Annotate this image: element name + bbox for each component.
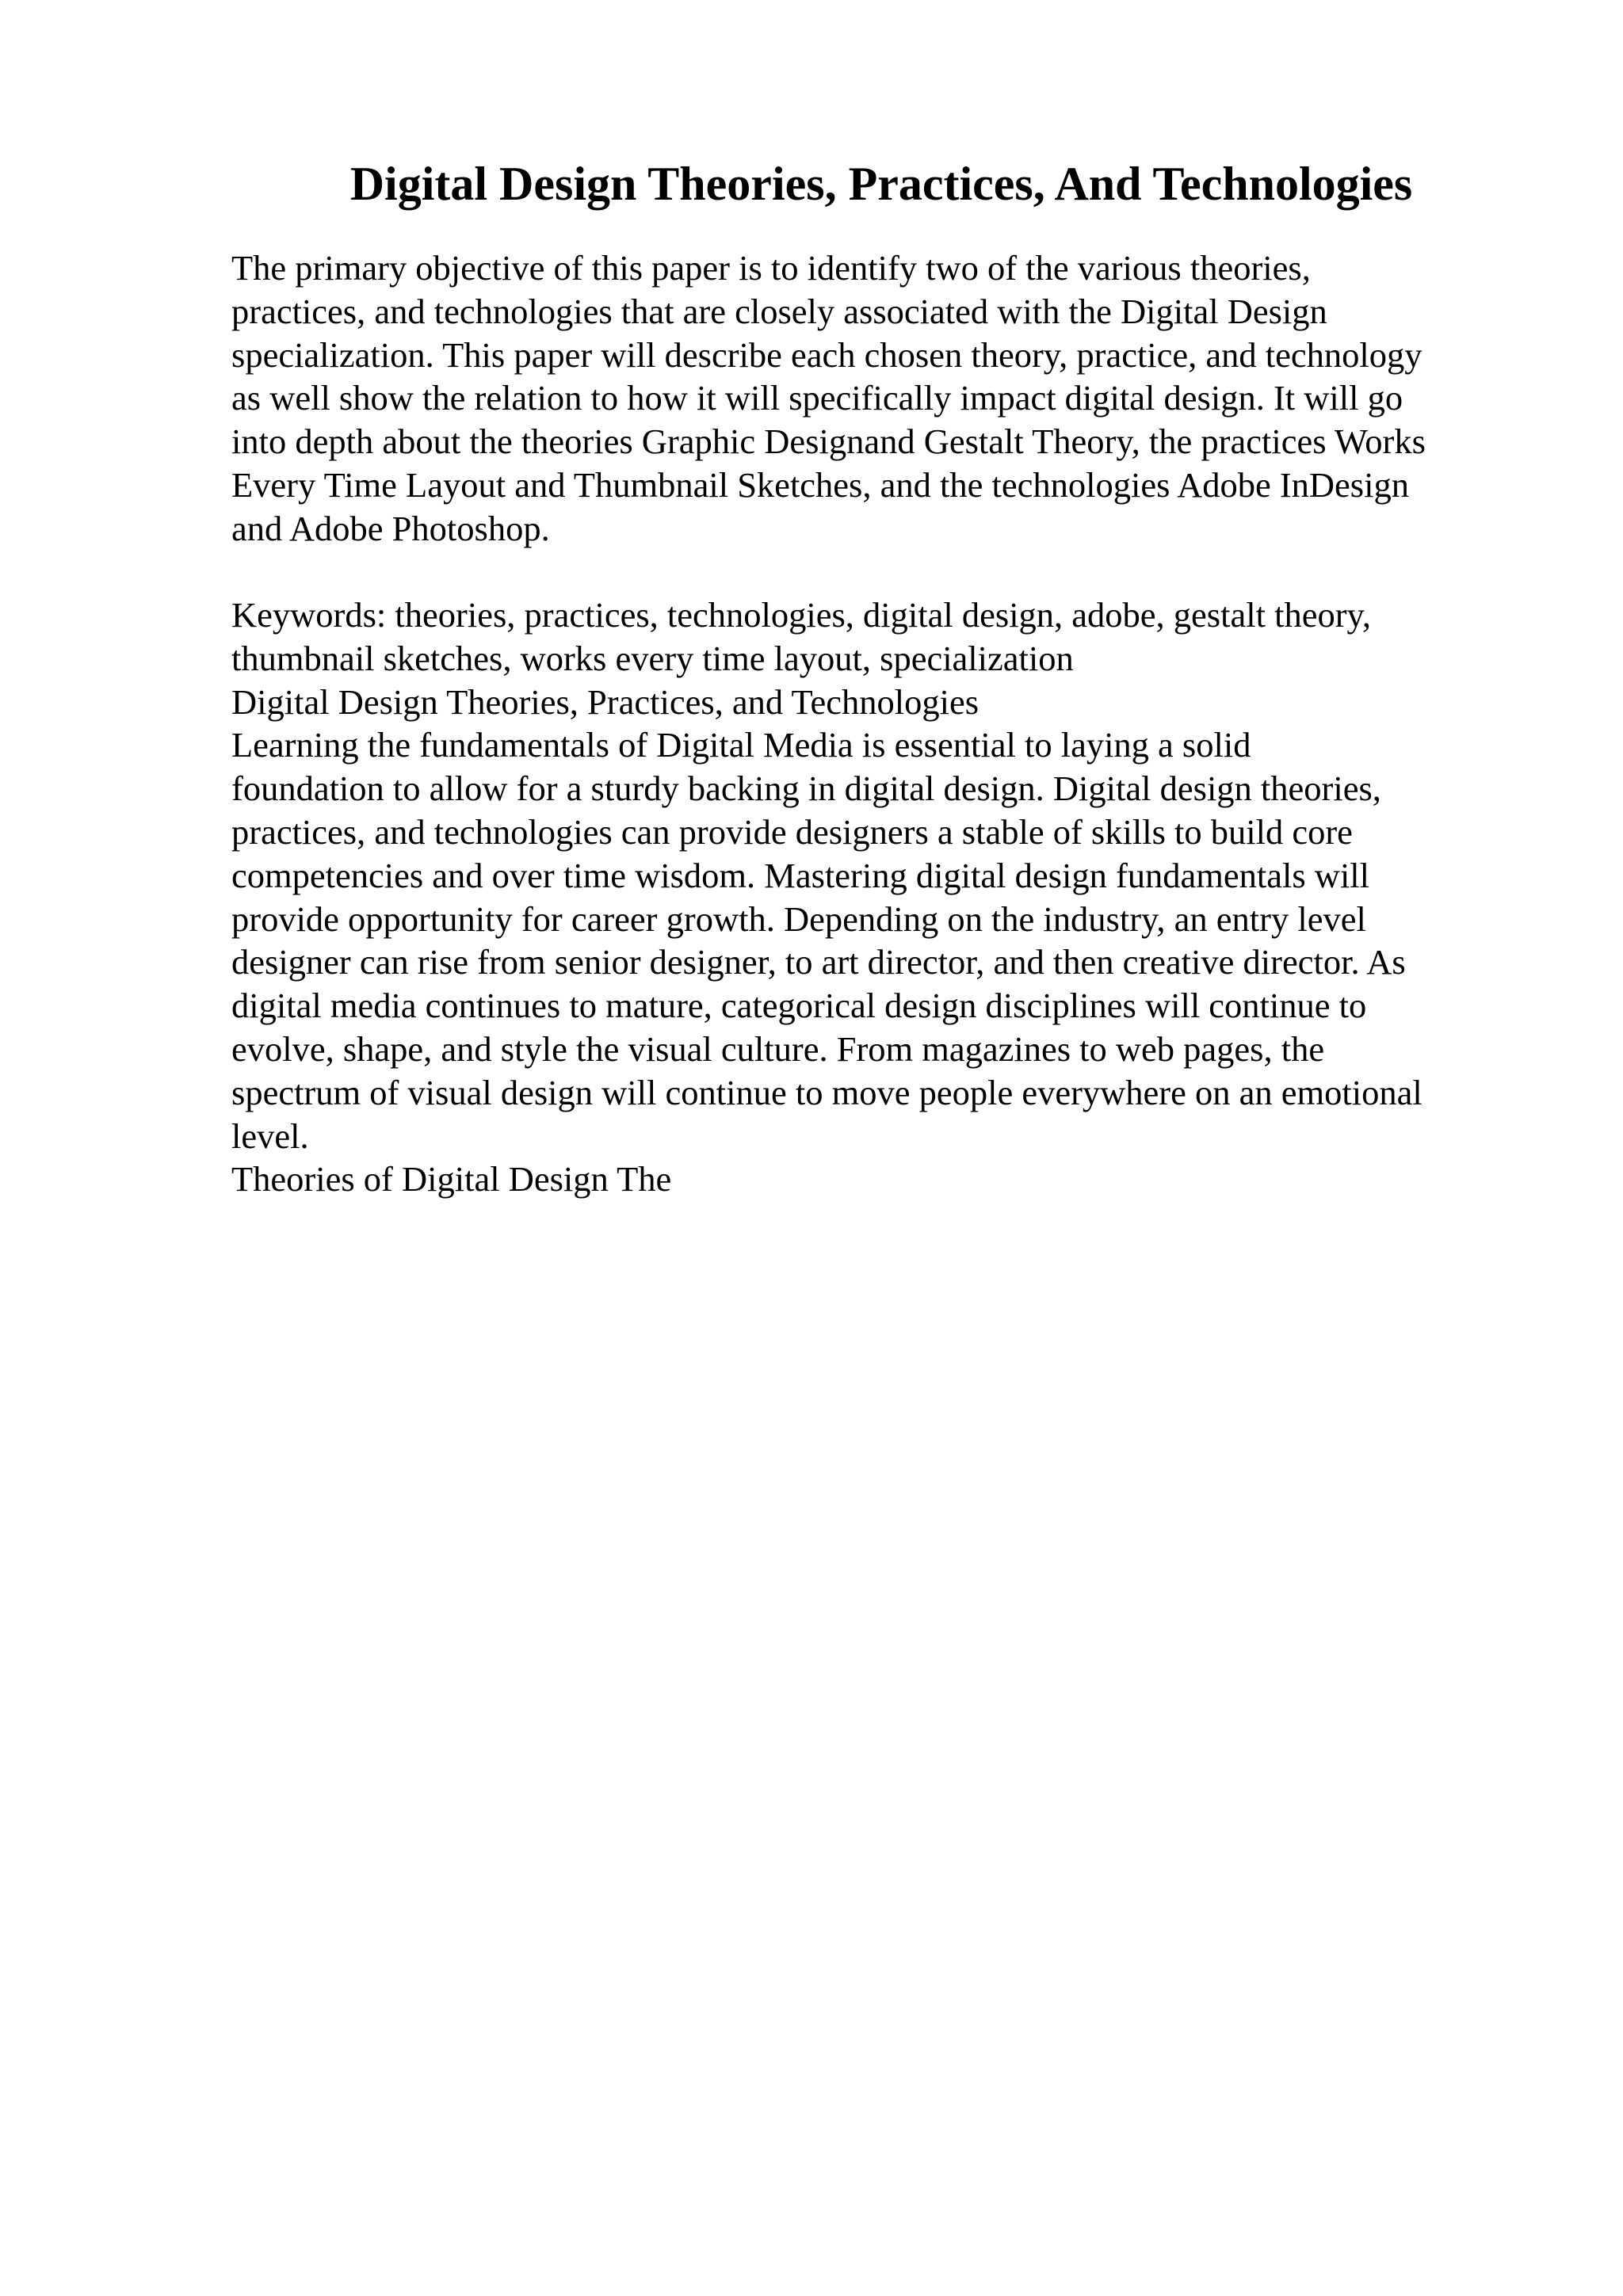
abstract-line: and Adobe Photoshop. <box>231 508 550 548</box>
abstract-line: specialization. This paper will describe each chosen theory, practice, and technology <box>231 334 1423 375</box>
trailing-line: Theories of Digital Design The <box>231 1159 672 1199</box>
keywords-line: Keywords: theories, practices, technologies, digital design, adobe, gestalt theory, <box>231 595 1372 635</box>
intro-line: spectrum of visual design will continue to move people everywhere on an emotional <box>231 1072 1423 1112</box>
intro-line: designer can rise from senior designer, to art director, and then creative director. As <box>231 942 1406 982</box>
abstract-paragraph <box>231 246 1515 551</box>
intro-line: practices, and technologies can provide designers a stable of skills to build core <box>231 811 1353 852</box>
intro-line: digital media continues to mature, categorical design disciplines will continue to <box>231 986 1367 1026</box>
intro-line: foundation to allow for a sturdy backing in digital design. Digital design theories, <box>231 769 1381 809</box>
abstract-line: Every Time Layout and Thumbnail Sketches, and the technologies Adobe InDesign <box>231 464 1409 505</box>
intro-line: level. <box>231 1116 309 1156</box>
keywords-line: thumbnail sketches, works every time layout, specialization <box>231 638 1074 678</box>
intro-line: provide opportunity for career growth. Depending on the industry, an entry level <box>231 898 1366 939</box>
keywords-paragraph <box>231 593 1515 681</box>
abstract-line: practices, and technologies that are closely associated with the Digital Design <box>231 291 1327 331</box>
intro-paragraph <box>231 723 1515 1158</box>
abstract-line: into depth about the theories Graphic Designand Gestalt Theory, the practices Works <box>231 421 1426 462</box>
abstract-line: as well show the relation to how it will specifically impact digital design. It will go <box>231 378 1403 418</box>
document-title: Digital Design Theories, Practices, And Technologies <box>349 158 1413 210</box>
section-heading: Digital Design Theories, Practices, and Technologies <box>231 681 980 722</box>
intro-line: competencies and over time wisdom. Mastering digital design fundamentals will <box>231 855 1370 895</box>
intro-line: Learning the fundamentals of Digital Media is essential to laying a solid <box>231 725 1251 765</box>
abstract-line: The primary objective of this paper is to identify two of the various theories, <box>231 248 1311 288</box>
body-section <box>231 593 1515 1201</box>
intro-line: evolve, shape, and style the visual culture. From magazines to web pages, the <box>231 1028 1325 1069</box>
